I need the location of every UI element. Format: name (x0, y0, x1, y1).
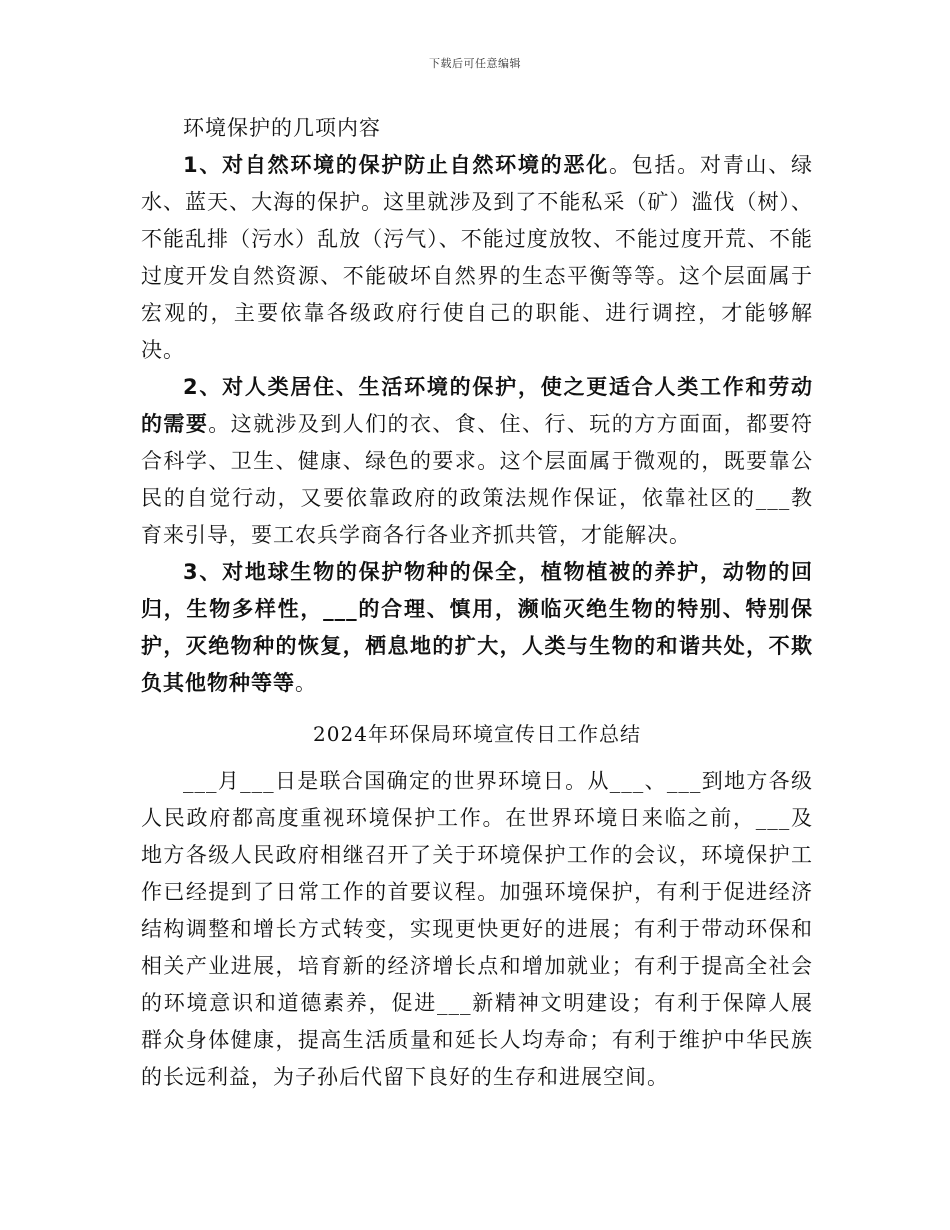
item-2-text: 。这就涉及到人们的衣、食、住、行、玩的方方面面，都要符合科学、卫生、健康、绿色的要求。这个层面属于微观的，既要靠公民的自觉行动，又要依靠政府的政策法规作保证，依靠社区的___教育来引导，要工农兵学商各行各业齐抓共管，才能解决。 (141, 412, 814, 547)
page-header-note: 下载后可任意编辑 (429, 57, 521, 70)
item-3-bold-lead: 3、对地球生物的保护物种的保全，植物植被的养护，动物的回归，生物多样性，___的合理、慎用，濒临灭绝生物的特别、特别保护，灭绝物种的恢复，栖息地的扩大，人类与生物的和谐共处，不欺负其他物种等等 (141, 560, 813, 695)
summary-title: 2024年环保局环境宣传日工作总结 (313, 722, 641, 746)
paragraph-item-3 (141, 554, 813, 702)
summary-paragraph: ___月___日是联合国确定的世界环境日。从___、___到地方各级人民政府都高度重视环境保护工作。在世界环境日来临之前，___及地方各级人民政府相继召开了关于环境保护工作的会议，环境保护工作已经提到了日常工作的首要议程。加强环境保护，有利于促进经济结构调整和增长方式转变，实现更快更好的进展；有利于带动环保和相关产业进展，培育新的经济增长点和增加就业；有利于提高全社会的环境意识和道德素养，促进___新精神文明建设；有利于保障人展群众身体健康，提高生活质量和延长人均寿命；有利于维护中华民族的长远利益，为子孙后代留下良好的生存和进展空间。 (141, 769, 813, 1089)
paragraph-item-2 (141, 369, 813, 554)
item-1-bold-lead: 1、对自然环境的保护防止自然环境的恶化 (183, 153, 609, 177)
paragraph-item-1 (141, 147, 813, 369)
item-3-text: 。 (295, 671, 317, 695)
document-body (141, 110, 813, 1096)
item-1-text: 。包括。对青山、绿水、蓝天、大海的保护。这里就涉及到了不能私采（矿）滥伐（树）、不能乱排（污水）乱放（污气）、不能过度放牧、不能过度开荒、不能过度开发自然资源、不能破坏自然界的生态平衡等等。这个层面属于宏观的，主要依靠各级政府行使自己的职能、进行调控，才能够解决。 (141, 153, 813, 362)
item-2-bold-lead: 2、对人类居住、生活环境的保护，使之更适合人类工作和劳动的需要 (141, 375, 813, 436)
section-intro-title: 环境保护的几项内容 (183, 116, 381, 140)
